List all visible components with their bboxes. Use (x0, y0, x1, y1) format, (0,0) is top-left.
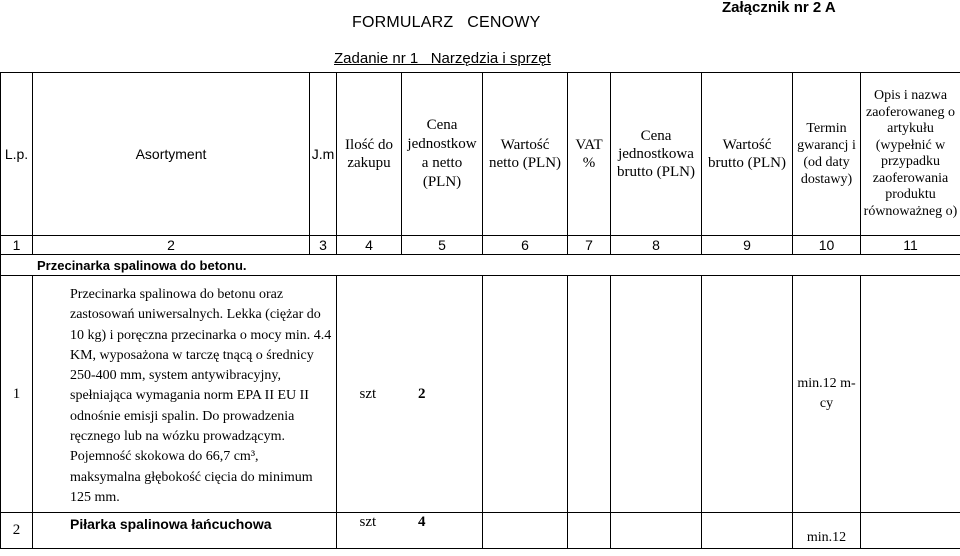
row-description: Piłarka spalinowa łańcuchowa (33, 513, 337, 549)
row-offered-product[interactable] (861, 276, 960, 513)
header-vat-text: VAT % (575, 137, 603, 171)
header-assortment: Asortyment (33, 73, 310, 236)
header-unit: J.m (310, 73, 337, 236)
header-description-text: Opis i nazwa zaoferowaneg o artykułu (wypełnić w przypadku zaoferowania produktu równoważneg o) (863, 88, 958, 219)
col-num: 2 (33, 236, 310, 255)
col-num: 5 (402, 236, 483, 255)
row-unit-gross[interactable] (611, 276, 702, 513)
row-value-net[interactable] (483, 276, 568, 513)
header-warranty (793, 73, 861, 236)
row-value-net[interactable] (483, 513, 568, 549)
header-value-net-text: Wartość netto (PLN) (488, 137, 562, 171)
price-form-table (0, 72, 960, 549)
header-vat (568, 73, 611, 236)
header-unit-gross-text: Cena jednostkowa brutto (PLN) (617, 128, 695, 180)
col-num: 6 (483, 236, 568, 255)
col-num: 9 (702, 236, 793, 255)
annex-label: Załącznik nr 2 A (722, 0, 836, 16)
table-row (1, 513, 960, 549)
header-unit-gross (611, 73, 702, 236)
row-lp: 1 (1, 276, 33, 513)
header-warranty-text: Termin gwarancj i (od daty dostawy) (797, 121, 856, 187)
row-unit-quantity (337, 276, 483, 513)
row-unit-quantity (337, 513, 483, 549)
row-quantity: 2 (417, 385, 426, 402)
row-description: Przecinarka spalinowa do betonu oraz zastosowań uniwersalnych. Lekka (ciężar do 10 kg) i poręczna przecinarka o mocy min. 4.4 KM, wyposażona w tarczę tnącą o średnicy 250-400 mm, system antywibracyjny, spełniająca wymagania norm EPA II EU II odnośnie emisji spalin. Do prowadzenia ręcznego lub na wózku prowadzącym. Pojemność skokowa do 66,7 cm³, maksymalna głębokość cięcia do minimum 125 mm. (33, 276, 337, 513)
row-value-gross[interactable] (702, 513, 793, 549)
col-num: 3 (310, 236, 337, 255)
row-warranty: min.12 m-cy (793, 276, 861, 513)
col-num: 8 (611, 236, 702, 255)
row-vat[interactable] (568, 513, 611, 549)
header-description (861, 73, 960, 236)
section-title: Przecinarka spalinowa do betonu. (1, 255, 960, 276)
row-warranty: min.12 (793, 513, 861, 549)
row-quantity: 4 (417, 514, 426, 530)
header-value-gross (702, 73, 793, 236)
row-value-gross[interactable] (702, 276, 793, 513)
header-quantity (337, 73, 402, 236)
header-unit-net-text: Cena jednostkow a netto (PLN) (407, 117, 477, 190)
header-lp: L.p. (1, 73, 33, 236)
task-title: Zadanie nr 1 Narzędzia i sprzęt (334, 50, 551, 67)
row-lp: 2 (1, 513, 33, 549)
col-num: 7 (568, 236, 611, 255)
col-num: 4 (337, 236, 402, 255)
header-value-gross-text: Wartość brutto (PLN) (708, 137, 786, 171)
row-offered-product[interactable] (861, 513, 960, 549)
header-row (1, 73, 960, 236)
column-number-row (1, 236, 960, 255)
header-value-net (483, 73, 568, 236)
row-vat[interactable] (568, 276, 611, 513)
col-num: 1 (1, 236, 33, 255)
table-row (1, 276, 960, 513)
section-row (1, 255, 960, 276)
row-unit: szt (359, 514, 377, 530)
col-num: 10 (793, 236, 861, 255)
header-quantity-text: Ilość do zakupu (345, 137, 393, 171)
col-num: 11 (861, 236, 960, 255)
header-unit-net (402, 73, 483, 236)
row-unit-gross[interactable] (611, 513, 702, 549)
row-unit: szt (359, 385, 377, 402)
form-title: FORMULARZ CENOWY (352, 14, 541, 31)
